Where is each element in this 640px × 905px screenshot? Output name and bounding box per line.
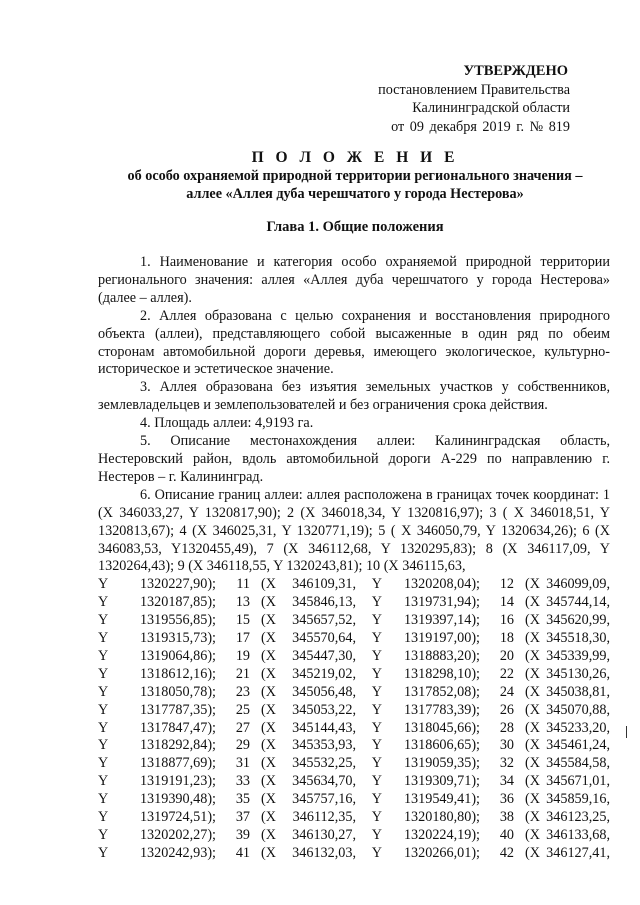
- coordinate-row: [98, 630, 610, 648]
- coord-y-value: 1319197,00);: [403, 630, 480, 647]
- coord-y-value: 1319390,48);: [139, 791, 216, 808]
- coord-y-value: 1318883,20);: [403, 647, 480, 664]
- coord-y-label: Y: [371, 594, 382, 611]
- paragraph-3: 3. Аллея образована без изъятия земельных участков у собственников, землевладельцев и землепользователей и без ограничения срока действия.: [98, 379, 610, 414]
- coord-point-number: 25: [235, 701, 250, 718]
- coord-y-label: Y: [98, 612, 109, 629]
- document-title: П О Л О Ж Е Н И Е: [251, 149, 459, 166]
- coord-point-number: 29: [235, 737, 250, 754]
- coord-point-number: 36: [499, 791, 514, 808]
- coord-y-value: 1319731,94);: [403, 594, 480, 611]
- coord-x-value: 345657,52,: [292, 612, 356, 629]
- coord-point-number: 30: [499, 737, 514, 754]
- coord-x-label: (X: [261, 827, 276, 843]
- approval-title: УТВЕРЖДЕНО: [463, 63, 568, 79]
- coord-y-value: 1318292,84);: [139, 737, 216, 754]
- document-subtitle-2: аллее «Аллея дуба черешчатого у города Нестерова»: [186, 185, 524, 202]
- approval-line-1: постановлением Правительства: [378, 81, 570, 98]
- coord-y-value: 1318606,65);: [403, 737, 480, 754]
- coord-x-value: 345620,99,: [546, 612, 610, 629]
- coord-x-label: (X: [525, 576, 540, 593]
- coord-y-label: Y: [98, 737, 109, 754]
- coord-x-label: (X: [261, 612, 276, 629]
- coord-x-label: (X: [525, 719, 540, 736]
- coord-y-value: 1319191,23);: [139, 773, 216, 790]
- coord-x-value: 346127,41,: [546, 844, 610, 861]
- coord-y-label: Y: [371, 809, 382, 826]
- coord-point-number: 19: [235, 647, 250, 664]
- coord-y-value: 1319064,86);: [139, 647, 216, 664]
- approval-date-line: от 09 декабря 2019 г. № 819: [391, 118, 570, 135]
- coord-y-value: 1318877,69);: [139, 755, 216, 772]
- coord-y-label: Y: [98, 665, 109, 682]
- coord-x-label: (X: [261, 576, 276, 593]
- coord-y-value: 1319315,73);: [139, 630, 216, 647]
- coord-point-number: 15: [235, 612, 250, 629]
- coord-y-label: Y: [98, 594, 109, 611]
- coord-x-label: (X: [261, 773, 276, 790]
- coord-y-label: Y: [371, 665, 382, 682]
- coord-point-number: 23: [235, 683, 250, 700]
- coord-point-number: 32: [499, 755, 514, 772]
- coordinate-row: [98, 576, 610, 594]
- coord-x-value: 345038,81,: [546, 683, 610, 700]
- coordinate-row: [98, 755, 610, 773]
- coord-point-number: 35: [235, 791, 250, 808]
- coordinate-row: [98, 737, 610, 755]
- coord-point-number: 11: [236, 576, 250, 593]
- coord-x-value: 345339,99,: [546, 647, 610, 664]
- coord-point-number: 24: [499, 683, 514, 700]
- coord-x-value: 345532,25,: [292, 755, 356, 772]
- coord-x-label: (X: [525, 827, 540, 843]
- coord-point-number: 27: [235, 719, 250, 736]
- coord-y-value: 1317787,35);: [139, 701, 216, 718]
- coord-x-label: (X: [525, 773, 540, 790]
- coord-y-label: Y: [371, 755, 382, 772]
- paragraph-6: 6. Описание границ аллеи: аллея расположена в границах точек координат: 1 (X 346033,27, Y 1320817,90); 2 (X 346018,34, Y 1320816,97); 3 ( X 346018,51, Y 1320813,67); 4 (X 346025,31, Y 1320771,19); 5 ( X 346050,79, Y 1320634,26); 6 (X 346083,53, Y1320455,49), 7 (X 346112,68, Y 1320295,83); 8 (X 346117,09, Y 1320264,43); 9 (X 346118,55, Y 1320243,81); 10 (X 346115,63,: [98, 486, 610, 575]
- coord-y-value: 1320202,27);: [139, 827, 216, 843]
- approval-line-2: Калининградской области: [412, 100, 570, 116]
- coord-y-label: Y: [371, 844, 382, 861]
- coord-y-value: 1318298,10);: [403, 665, 480, 682]
- coord-x-label: (X: [525, 701, 540, 718]
- coord-point-number: 40: [499, 827, 514, 843]
- coord-y-label: Y: [98, 683, 109, 700]
- coord-x-value: 345634,70,: [292, 773, 356, 790]
- coord-x-label: (X: [525, 809, 540, 826]
- coord-y-value: 1317783,39);: [403, 701, 480, 718]
- coord-y-value: 1319059,35);: [403, 755, 480, 772]
- coord-x-label: (X: [261, 791, 276, 808]
- coord-point-number: 22: [499, 665, 514, 682]
- coord-y-label: Y: [98, 773, 109, 790]
- coord-x-label: (X: [525, 844, 540, 861]
- coord-point-number: 26: [499, 701, 514, 718]
- coordinate-row: [98, 648, 610, 666]
- coord-y-label: Y: [98, 791, 109, 808]
- coordinate-row: [98, 720, 610, 738]
- coord-x-label: (X: [525, 630, 540, 647]
- coord-x-value: 346130,27,: [292, 827, 356, 843]
- coord-x-label: (X: [261, 737, 276, 754]
- coord-x-value: 345070,88,: [546, 701, 610, 718]
- coord-x-label: (X: [261, 594, 276, 611]
- coord-x-value: 345461,24,: [546, 737, 610, 754]
- coord-x-value: 346109,31,: [292, 576, 356, 593]
- coord-point-number: 18: [499, 630, 514, 647]
- coord-y-label: Y: [98, 755, 109, 772]
- coord-y-value: 1317847,47);: [139, 719, 216, 736]
- coord-y-value: 1318045,66);: [403, 719, 480, 736]
- paragraph-2: 2. Аллея образована с целью сохранения и восстановления природного объекта (аллеи), представляющего собой высаженные в один ряд по обеим сторонам автомобильной дороги деревья, имеющего экологическое, культурно-историческое и эстетическое значение.: [98, 307, 610, 378]
- coord-x-label: (X: [261, 755, 276, 772]
- coord-y-label: Y: [371, 773, 382, 790]
- coord-y-value: 1319309,71);: [403, 773, 480, 790]
- coord-x-label: (X: [261, 844, 276, 861]
- coordinate-row: [98, 702, 610, 720]
- coord-y-label: Y: [371, 630, 382, 647]
- coord-y-value: 1320242,93);: [139, 844, 216, 861]
- coord-x-label: (X: [261, 701, 276, 718]
- coord-y-label: Y: [371, 719, 382, 736]
- coord-point-number: 31: [235, 755, 250, 772]
- coord-x-value: 345518,30,: [546, 630, 610, 647]
- coord-point-number: 16: [499, 612, 514, 629]
- coord-y-value: 1318050,78);: [139, 683, 216, 700]
- coord-x-label: (X: [261, 630, 276, 647]
- coord-y-label: Y: [371, 683, 382, 700]
- coord-x-value: 345846,13,: [292, 594, 356, 611]
- coord-y-value: 1319397,14);: [403, 612, 480, 629]
- coord-x-value: 345570,64,: [292, 630, 356, 647]
- coord-point-number: 41: [235, 844, 250, 861]
- coord-y-value: 1320187,85);: [139, 594, 216, 611]
- coord-x-label: (X: [261, 665, 276, 682]
- paragraph-5: 5. Описание местонахождения аллеи: Калининградская область, Нестеровский район, вдоль автомобильной дороги А-229 по направлению г. Нестеров – г. Калининград.: [98, 433, 610, 485]
- coord-y-label: Y: [98, 576, 109, 593]
- coord-point-number: 33: [235, 773, 250, 790]
- coord-x-value: 345447,30,: [292, 647, 356, 664]
- document-heading: [100, 148, 610, 203]
- chapter-title: Глава 1. Общие положения: [266, 219, 444, 235]
- coord-y-label: Y: [98, 827, 109, 843]
- coord-y-value: 1318612,16);: [139, 665, 216, 682]
- coord-y-value: 1320208,04);: [403, 576, 480, 593]
- coord-x-value: 346133,68,: [546, 827, 610, 843]
- coord-x-value: 345053,22,: [292, 701, 356, 718]
- coord-y-value: 1319549,41);: [403, 791, 480, 808]
- coord-y-label: Y: [98, 630, 109, 647]
- coord-x-label: (X: [525, 647, 540, 664]
- paragraph-1: 1. Наименование и категория особо охраняемой природной территории регионального значения: аллея «Аллея дуба черешчатого у города Нестерова» (далее – аллея).: [98, 254, 610, 306]
- coord-x-value: 346099,09,: [546, 576, 610, 593]
- coordinate-row: [98, 809, 610, 827]
- coord-point-number: 21: [235, 665, 250, 682]
- coord-point-number: 20: [499, 647, 514, 664]
- coord-point-number: 13: [235, 594, 250, 611]
- coordinate-row: [98, 684, 610, 702]
- coord-x-value: 345757,16,: [292, 791, 356, 808]
- coordinate-row: [98, 773, 610, 791]
- coord-x-label: (X: [525, 612, 540, 629]
- coord-point-number: 14: [499, 594, 514, 611]
- coord-y-label: Y: [371, 791, 382, 808]
- paragraph-4: 4. Площадь аллеи: 4,9193 га.: [140, 415, 314, 432]
- coord-x-value: 345744,14,: [546, 594, 610, 611]
- coord-x-value: 345584,58,: [546, 755, 610, 772]
- coordinate-row: [98, 666, 610, 684]
- coord-y-label: Y: [371, 827, 382, 843]
- coord-point-number: 34: [499, 773, 514, 790]
- coord-x-label: (X: [525, 791, 540, 808]
- coord-x-value: 345219,02,: [292, 665, 356, 682]
- coord-x-value: 346112,35,: [292, 809, 356, 826]
- coord-point-number: 39: [235, 827, 250, 843]
- coord-y-label: Y: [371, 737, 382, 754]
- coordinates-table: [98, 576, 610, 863]
- coord-y-value: 1320227,90);: [139, 576, 216, 593]
- coord-y-label: Y: [371, 647, 382, 664]
- coordinate-row: [98, 594, 610, 612]
- coord-x-value: 345353,93,: [292, 737, 356, 754]
- coord-x-value: 345130,26,: [546, 665, 610, 682]
- coord-point-number: 42: [499, 844, 514, 861]
- coord-y-label: Y: [98, 809, 109, 826]
- approval-block: [340, 62, 570, 136]
- coordinate-row: [98, 612, 610, 630]
- coordinate-row: [98, 791, 610, 809]
- coord-point-number: 37: [235, 809, 250, 826]
- coord-y-label: Y: [98, 844, 109, 861]
- coord-x-value: 346123,25,: [546, 809, 610, 826]
- coord-y-value: 1317852,08);: [403, 683, 480, 700]
- coord-y-value: 1320180,80);: [403, 809, 480, 826]
- coord-y-value: 1320266,01);: [403, 844, 480, 861]
- coord-x-label: (X: [525, 594, 540, 611]
- coord-x-label: (X: [525, 683, 540, 700]
- coord-y-label: Y: [98, 701, 109, 718]
- coord-x-label: (X: [525, 737, 540, 754]
- coord-point-number: 28: [499, 719, 514, 736]
- coord-x-value: 345671,01,: [546, 773, 610, 790]
- coord-y-label: Y: [371, 701, 382, 718]
- coord-x-label: (X: [261, 647, 276, 664]
- coord-x-label: (X: [261, 719, 276, 736]
- coord-x-label: (X: [261, 683, 276, 700]
- coordinate-row: [98, 827, 610, 845]
- margin-mark: [626, 726, 627, 738]
- coord-y-label: Y: [98, 719, 109, 736]
- document-body: [98, 254, 610, 863]
- coord-y-value: 1319724,51);: [139, 809, 216, 826]
- coord-x-value: 346132,03,: [292, 844, 356, 861]
- coord-y-value: 1320224,19);: [403, 827, 480, 843]
- coordinate-row: [98, 845, 610, 863]
- document-subtitle-1: об особо охраняемой природной территории регионального значения –: [127, 168, 583, 184]
- coord-y-label: Y: [98, 647, 109, 664]
- coord-x-value: 345056,48,: [292, 683, 356, 700]
- coord-point-number: 38: [499, 809, 514, 826]
- coord-y-label: Y: [371, 576, 382, 593]
- coord-x-value: 345859,16,: [546, 791, 610, 808]
- coord-x-label: (X: [261, 809, 276, 826]
- coord-x-label: (X: [525, 755, 540, 772]
- coord-x-label: (X: [525, 665, 540, 682]
- coord-x-value: 345233,20,: [546, 719, 610, 736]
- coord-x-value: 345144,43,: [292, 719, 356, 736]
- coord-point-number: 12: [499, 576, 514, 593]
- coord-y-label: Y: [371, 612, 382, 629]
- coord-point-number: 17: [235, 630, 250, 647]
- coord-y-value: 1319556,85);: [139, 612, 216, 629]
